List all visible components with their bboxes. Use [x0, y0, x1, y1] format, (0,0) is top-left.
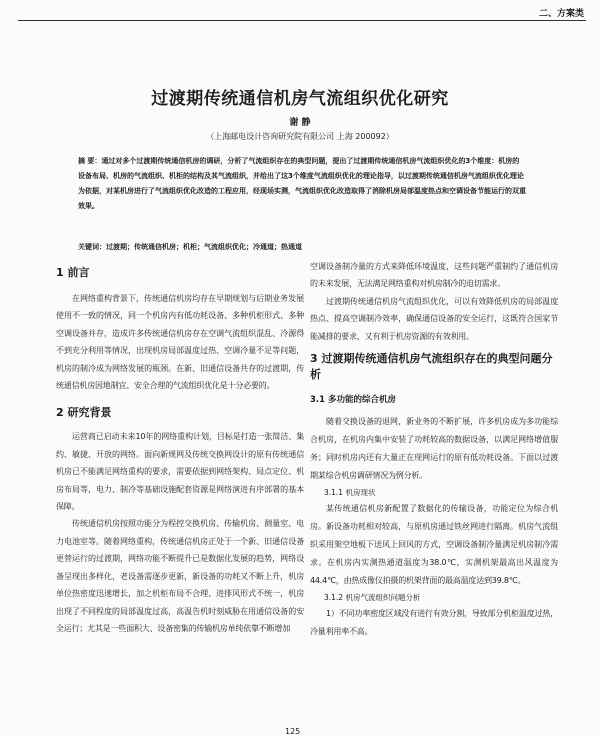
left-column: [56, 258, 304, 637]
abstract-block: [78, 154, 526, 214]
section-heading: 1 前言: [56, 266, 90, 279]
running-header: 二、方案类: [538, 9, 584, 19]
keywords-block: [78, 242, 526, 252]
paragraph: 传统通信机房按照功能分为程控交换机房、传输机房、测量室、电力电池室等。随着网络重构，传统通信机房正处于一个新、旧通信设备更替运行的过渡期，网络功能不断提升已是数据化发展的趋势，网络设备呈现出多样化，老设备需逐步更新，新设备的功耗又不断上升，机房单位热密度迅速增长，加之机柜布局不合理、进排风形式不统一，机房出现了不同程度的局部温度过高，高温告机时刻威胁在用通信设备的安全运行；尤其是一些面积大、设备密集的传输机房单纯依靠不断增加: [56, 519, 304, 633]
section-heading: 2 研究背景: [56, 406, 112, 420]
paragraph: 随着交换设备的退网，新业务的不断扩展，许多机房成为多功能综合机房，在机房内集中安装了功耗较高的数据设备，以满足网络增值服务；同时机房内还有大量正在现网运行的原有低功耗设备。下面以过渡期某综合机房调研情况为例分析。: [310, 417, 558, 481]
paragraph: 过渡期传统通信机房气流组织优化，可以有效降低机房的局部温度热点、提高空调制冷效率，确保通信设备的安全运行，这既符合国家节能减排的要求，又有利于机房资源的有效利用。: [310, 296, 558, 341]
paragraph: 空调设备制冷量的方式来降低环境温度，这些问题严重制约了通信机房的未来发展，无法满足网络重构对机房制冷的迫切需求。: [310, 262, 558, 289]
paragraph: 运营商已启动未来10年的网络重构计划，目标是打造一张简洁、集约、敏捷、开放的网络。面向新规网及传统交换网设计的原有传统通信机房已不能满足网络重构的要求，需要依据到网络架构、局点定位、机房布局等，电力、制冷等基础设施配套资源是网络演进有序部署的基本保障。: [56, 432, 304, 512]
paragraph: 某传统通信机房新配置了数据化的传输设备，功能定位为综合机房。新设备功耗相对较高，与原机房通过铁丝网进行隔离。机房气流组织采用架空地板下送风上回风的方式，空调设备制冷量满足机房制冷需求。在机房内实测热通道温度为38.0℃，实测机架最高出风温度为44.4℃，由热成像仪拍摄的机架背面的最高温度达到39.8℃。: [310, 504, 558, 586]
keywords-text: 过渡期；传统通信机房；机柜；气流组织优化；冷通道；热通道: [106, 243, 302, 251]
section-heading: 3 过渡期传统通信机房气流组织存在的典型问题分析: [310, 352, 553, 382]
abstract-label: 摘 要：: [78, 157, 102, 165]
header-rule: [18, 20, 586, 21]
author-name: 谢 静: [289, 118, 311, 128]
author-affiliation: （上海邮电设计咨询研究院有限公司 上海 200092）: [206, 132, 394, 141]
subsection-heading: 3.1 多功能的综合机房: [310, 395, 397, 406]
subsubsection-heading: 3.1.2 机房气流组织问题分析: [324, 593, 421, 603]
paragraph: 1）不同功率密度区域没有进行有效分割，导致部分机柜温度过热，冷量利用率不高。: [310, 609, 558, 637]
right-column: [310, 258, 558, 641]
paragraph: 在网络重构背景下，传统通信机房均存在早期规划与后期业务发展使用不一致的情况，同一个机房内有低功耗设备、多种机柜形式、多种空调设备并存，造成许多传统通信机房存在空调气流组织混乱、冷源得不到充分利用等情况，出现机房局部温度过热、空调冷量不足等问题，机房的制冷成为网络发展的瓶颈。在新、旧通信设备共存的过渡期，传统通信机房因地制宜、安全合理的气流组织优化是十分必要的。: [56, 294, 304, 391]
keywords-label: 关键词：: [78, 243, 106, 251]
page-number: 125: [285, 727, 301, 736]
subsubsection-heading: 3.1.1 机房现状: [324, 488, 376, 498]
paper-title: 过渡期传统通信机房气流组织优化研究: [151, 89, 449, 109]
abstract-text: 通过对多个过渡期传统通信机房的调研，分析了气流组织存在的典型问题，提出了过渡期传统通信机房气流组织优化的3个维度：机房的设备布局、机房的气流组织、机柜的结构及其气流组织，并给出了这3个维度气流组织优化的理论指导，以过渡期传统通信机房气流组织优化理论为依据，对某机房进行了气流组织优化改造的工程应用，经现场实测，气流组织优化改造取得了消除机房局部温度热点和空调设备节能运行的双重效果。: [78, 157, 526, 210]
